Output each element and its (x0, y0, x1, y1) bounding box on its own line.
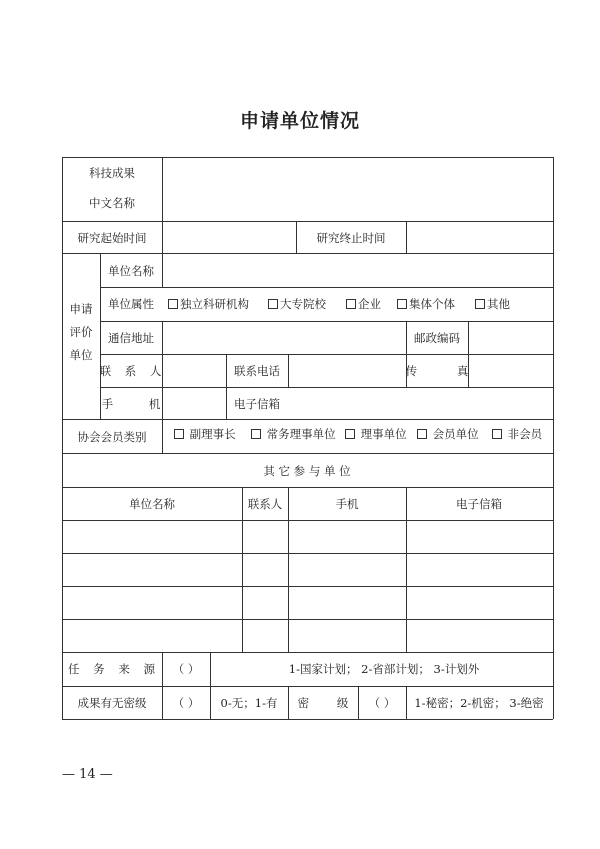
col-header-email: 电子信箱 (456, 497, 502, 511)
other-units-table-body[interactable] (63, 521, 553, 652)
address-field[interactable] (163, 322, 405, 353)
checkbox-icon (397, 299, 407, 309)
member-option-member[interactable]: 会员单位 (417, 427, 479, 441)
attr-option-other[interactable]: 其他 (475, 297, 510, 311)
email-field[interactable] (289, 388, 552, 418)
attr-option-enterprise[interactable]: 企业 (346, 297, 381, 311)
checkbox-icon (475, 299, 485, 309)
member-option-non-member[interactable]: 非会员 (492, 427, 542, 441)
achievement-name-label-line2: 中文名称 (89, 196, 135, 210)
end-time-label: 研究终止时间 (316, 231, 386, 245)
task-source-options: 1-国家计划； 2-省部计划； 3-计划外 (288, 662, 480, 676)
fax-label: 传 真 (405, 364, 487, 378)
email-label: 电子信箱 (234, 397, 280, 411)
postcode-field[interactable] (469, 322, 552, 353)
member-category-label: 协会会员类别 (77, 430, 147, 444)
secret-flag-field[interactable]: （ ） (172, 696, 200, 710)
achievement-name-field[interactable] (163, 158, 552, 220)
postcode-label: 邮政编码 (414, 331, 460, 345)
col-header-contact: 联系人 (247, 497, 283, 511)
secret-level-options: 1-秘密；2-机密； 3-绝密 (414, 696, 544, 710)
col-header-unit-name: 单位名称 (129, 497, 175, 511)
attr-option-research[interactable]: 独立科研机构 (168, 297, 249, 311)
unit-name-label: 单位名称 (108, 264, 154, 278)
applicant-group-label-line3: 单位 (69, 348, 93, 362)
secret-flag-options: 0-无；1-有 (220, 696, 278, 710)
unit-attr-label: 单位属性 (108, 297, 154, 311)
checkbox-icon (251, 429, 261, 439)
checkbox-icon (417, 429, 427, 439)
secret-flag-label: 成果有无密级 (77, 696, 147, 710)
page-title: 申请单位情况 (239, 110, 360, 132)
attr-option-college[interactable]: 大专院校 (268, 297, 326, 311)
checkbox-icon (492, 429, 502, 439)
secret-level-field[interactable]: （ ） (368, 696, 396, 710)
member-option-vice-chair[interactable]: 副理事长 (174, 427, 236, 441)
contact-field[interactable] (163, 355, 225, 386)
other-units-title: 其 它 参 与 单 位 (263, 464, 351, 478)
applicant-group-label-line2: 评价 (69, 325, 93, 339)
phone-label: 联系电话 (234, 364, 280, 378)
checkbox-icon (345, 429, 355, 439)
start-time-label: 研究起始时间 (77, 231, 147, 245)
col-header-mobile: 手机 (335, 497, 359, 511)
page-number: — 14 — (62, 767, 113, 782)
member-option-council[interactable]: 理事单位 (345, 427, 407, 441)
contact-label: 联 系 人 (99, 364, 167, 378)
task-source-label: 任 务 来 源 (68, 662, 160, 676)
checkbox-icon (174, 429, 184, 439)
secret-level-label: 密 级 (297, 696, 361, 710)
address-label: 通信地址 (108, 331, 154, 345)
checkbox-icon (346, 299, 356, 309)
attr-option-collective[interactable]: 集体个体 (397, 297, 455, 311)
fax-field[interactable] (469, 355, 552, 386)
task-source-field[interactable]: （ ） (172, 662, 200, 676)
start-time-field[interactable] (163, 222, 295, 252)
member-option-standing[interactable]: 常务理事单位 (251, 427, 336, 441)
end-time-field[interactable] (407, 222, 552, 252)
mobile-field[interactable] (163, 388, 225, 418)
checkbox-icon (268, 299, 278, 309)
applicant-group-label-line1: 申请 (69, 302, 93, 316)
mobile-label: 手 机 (101, 397, 177, 411)
checkbox-icon (168, 299, 178, 309)
unit-name-field[interactable] (163, 254, 552, 286)
achievement-name-label-line1: 科技成果 (89, 166, 135, 180)
